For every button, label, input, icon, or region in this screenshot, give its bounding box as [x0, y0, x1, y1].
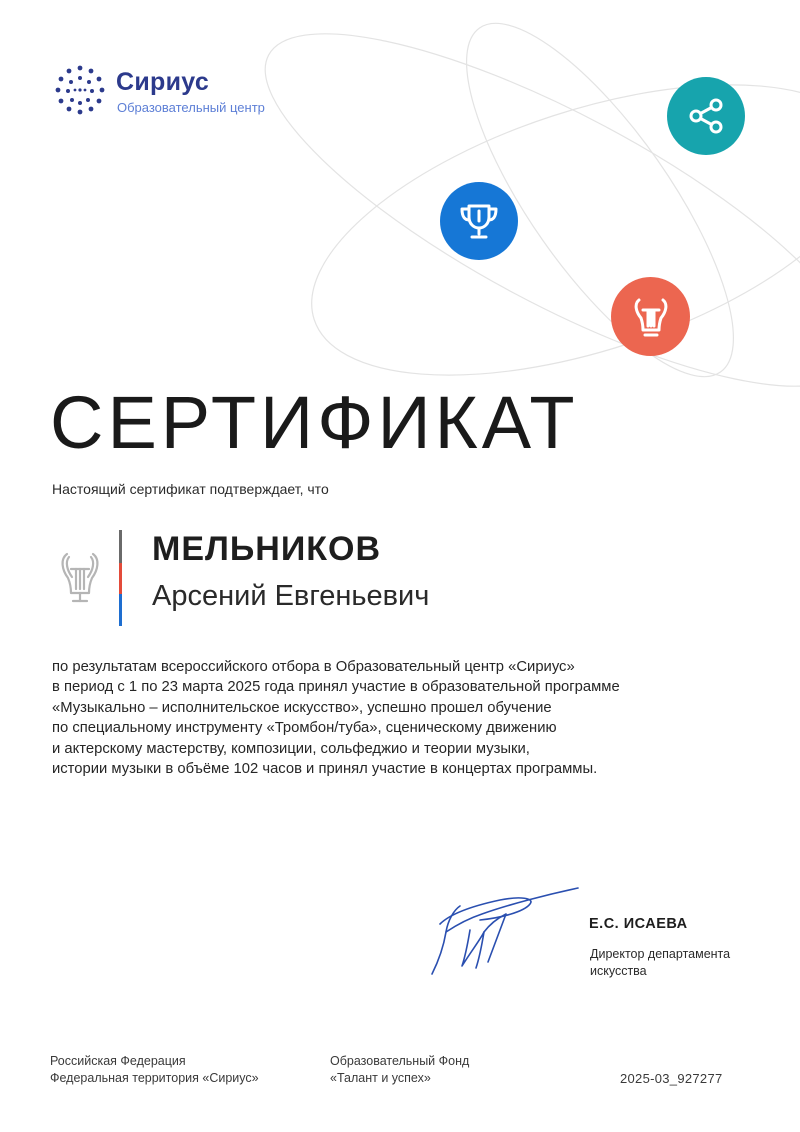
trophy-icon [457, 199, 501, 243]
signatory-role [590, 946, 760, 980]
signatory-role-line: искусства [590, 964, 647, 978]
document-number: 2025-03_927277 [620, 1071, 723, 1086]
recipient-given-names: Арсений Евгеньевич [152, 580, 430, 612]
recipient-lyre-icon [58, 548, 102, 610]
certificate-intro: Настоящий сертификат подтверждает, что [52, 481, 329, 497]
signatory-name: Е.С. ИСАЕВА [589, 916, 688, 932]
footer-center-line: «Талант и успех» [330, 1071, 431, 1085]
body-line: по результатам всероссийского отбора в Образовательный центр «Сириус» [52, 659, 575, 675]
network-circle [667, 77, 745, 155]
certificate-title: СЕРТИФИКАТ [50, 381, 579, 464]
footer-left-line: Федеральная территория «Сириус» [50, 1071, 259, 1085]
sirius-logo [50, 62, 300, 122]
body-line: в период с 1 по 23 марта 2025 года принял участие в образовательной программе [52, 679, 620, 696]
lyre-icon [631, 294, 671, 340]
handwritten-signature [410, 884, 585, 980]
network-nodes-icon [686, 96, 726, 136]
footer-foundation [330, 1053, 469, 1087]
certificate-body [52, 657, 712, 779]
logo-subtitle: Образовательный центр [117, 100, 265, 115]
recipient-accent-bar [119, 530, 122, 626]
body-line: и актерскому мастерству, композиции, сольфеджио и теории музыки, [52, 740, 530, 757]
body-line: истории музыки в объёме 102 часов и принял участие в концертах программы. [52, 761, 598, 778]
footer-center-line: Образовательный Фонд [330, 1054, 470, 1068]
body-line: по специальному инструменту «Тромбон/туба», сценическому движению [52, 720, 557, 737]
body-line: «Музыкально – исполнительское искусство», успешно прошел обучение [52, 699, 552, 716]
footer-left-line: Российская Федерация [50, 1054, 186, 1068]
sirius-logo-dots-icon [50, 62, 110, 122]
recipient-surname: МЕЛЬНИКОВ [152, 530, 382, 568]
signatory-role-line: Директор департамента [590, 947, 731, 961]
footer-territory [50, 1053, 259, 1087]
logo-title: Сириус [116, 68, 210, 96]
lyre-circle [611, 277, 690, 356]
trophy-circle [440, 182, 518, 260]
